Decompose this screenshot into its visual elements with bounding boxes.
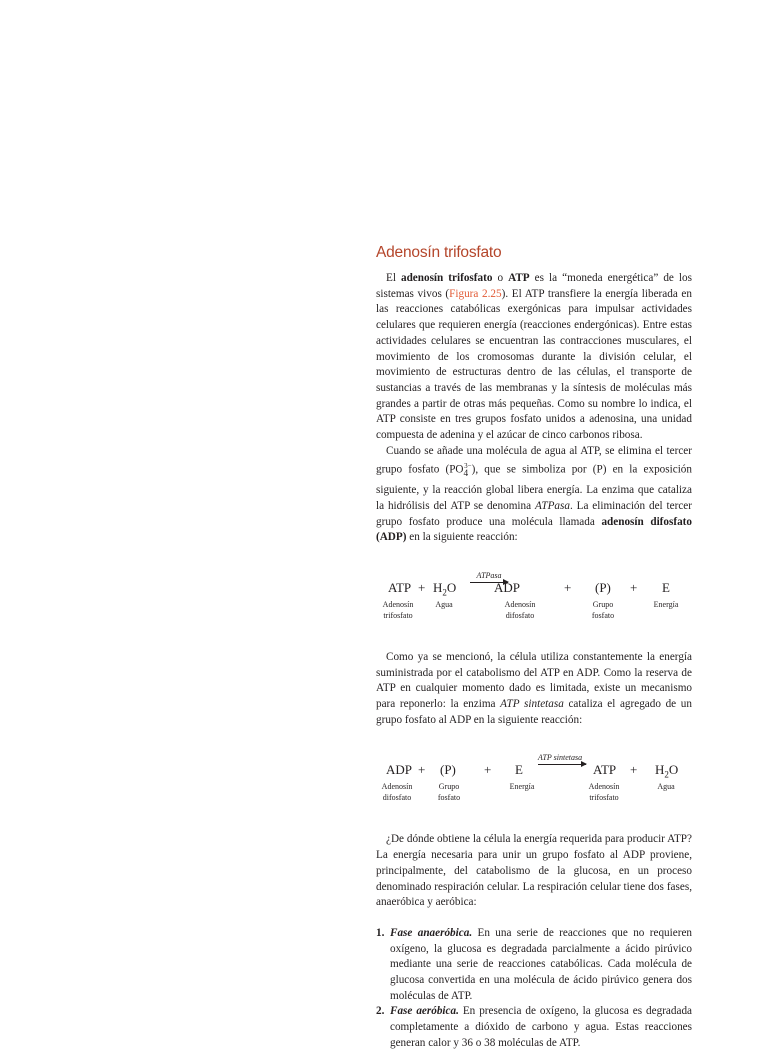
eq-atp: ATP [388, 579, 412, 595]
text-column [376, 244, 692, 1052]
term-atp-sintetasa: ATP sintetasa [500, 698, 564, 711]
caption-energy: Energía [653, 599, 679, 609]
eq-h2o: $H_2O$ [433, 579, 457, 598]
caption-h2o: Agua [435, 599, 453, 609]
term-atpasa: ATPasa [534, 499, 570, 512]
eq-phosphate: (P) [440, 762, 456, 778]
phase-title-anaerobic: Fase anaeróbica. [390, 926, 473, 939]
phase-title-aerobic: Fase aeróbica. [390, 1005, 459, 1018]
caption-energy: Energía [509, 782, 535, 792]
eq-energy: E [515, 762, 523, 778]
list-item: 1. Fase anaeróbica. En una serie de reacciones que no requieren oxígeno, la glucosa es degradada parcialmente a ácido pirúvico mediante una serie de reacciones catabólicas. Cada molécula de glucosa convertida en una molécula de ácido pirúvico genera dos moléculas de ATP. [376, 926, 692, 1002]
reaction-arrow [538, 764, 586, 765]
eq-atp: ATP [593, 762, 617, 778]
arrow-label-atp-sintetasa: ATP sintetasa [537, 753, 583, 763]
caption-adp: Adenosín difosfato [504, 599, 536, 620]
paragraph-atp-intro: El adenosín trifosfato o ATP es la “moneda energética” de los sistemas vivos (Figura 2.25). El ATP transfiere la energía liberada en las reacciones catabólicas exergónicas para impulsar actividades celulares que requieren energía (reacciones endergónicas). Entre estas actividades celulares se encuentran las contracciones musculares, el movimiento de los cromosomas durante la división celular, el movimiento de estructuras dentro de las células, el transporte de sustancias a través de las membranas y la síntesis de moléculas más grandes a partir de otras más pequeñas. Como su nombre lo indica, el ATP consiste en tres grupos fosfato unidos a adenosina, una unidad compuesta de adenina y el azúcar de cinco carbonos ribosa. [376, 272, 692, 442]
term-adenosin-trifosfato: adenosín trifosfato [400, 272, 493, 284]
caption-atp: Adenosín trifosfato [382, 599, 414, 620]
caption-adp: Adenosín difosfato [381, 782, 413, 803]
eq-phosphate: (P) [595, 579, 611, 595]
eq-h2o: $H_2O$ [655, 762, 679, 781]
section-title: Adenosín trifosfato [376, 244, 502, 261]
paragraph-hydrolysis: Cuando se añade una molécula de agua al ATP, se elimina el tercer grupo fosfato $(PO_4^{3-})$, que se simboliza por (P) en la exposición siguiente, y la reacción global libera energía. La enzima que cataliza la hidrólisis del ATP se denomina ATPasa. La eliminación del tercer grupo fosfato produce una molécula llamada adenosín difosfato (ADP) en la siguiente reacción: [376, 444, 692, 544]
arrow-label-atpasa: ATPasa [476, 570, 502, 580]
reaction-atp-synthesis: ADP + (P) + E ATP sintetasa ATP + $H_2O$ Adenosín difosfato Grupo fosfato Energía Adenosín trifosfato Agua [381, 753, 679, 803]
term-adp: adenosín difosfato (ADP) [376, 515, 692, 544]
term-atp: ATP [508, 272, 530, 284]
eq-energy: E [662, 579, 670, 595]
caption-atp: Adenosín trifosfato [588, 782, 620, 803]
paragraph-respiration: ¿De dónde obtiene la célula la energía requerida para producir ATP? La energía necesaria para unir un grupo fosfato al ADP proviene, principalmente, del catabolismo de la glucosa, en un proceso denominado respiración celular. La respiración celular tiene dos fases, anaeróbica y aeróbica: [376, 833, 692, 909]
caption-h2o: Agua [657, 782, 675, 792]
caption-phosphate: Grupo fosfato [591, 599, 615, 620]
eq-adp: ADP [386, 762, 413, 778]
eq-adp: ADP [494, 579, 521, 595]
list-item: 2. Fase aeróbica. En presencia de oxígeno, la glucosa es degradada completamente a dióxido de carbono y agua. Estas reacciones generan calor y 36 o 38 moléculas de ATP. [376, 1005, 692, 1049]
caption-phosphate: Grupo fosfato [437, 782, 461, 803]
figure-reference-link[interactable]: Figura 2.25 [449, 287, 502, 300]
reaction-atp-hydrolysis: ATP + $H_2O$ ATPasa ADP + (P) + E Adenosín trifosfato Agua Adenosín difosfato Grupo fosfato Energía [382, 570, 679, 620]
respiration-phases-list [376, 926, 692, 1052]
paragraph-atp-synthesis: Como ya se mencionó, la célula utiliza constantemente la energía suministrada por el catabolismo del ATP en ADP. Como la reserva de ATP en cualquier momento dado es limitada, existe un mecanismo para reponerlo: la enzima ATP sintetasa cataliza el agregado de un grupo fosfato al ADP en la siguiente reacción: [376, 650, 692, 726]
